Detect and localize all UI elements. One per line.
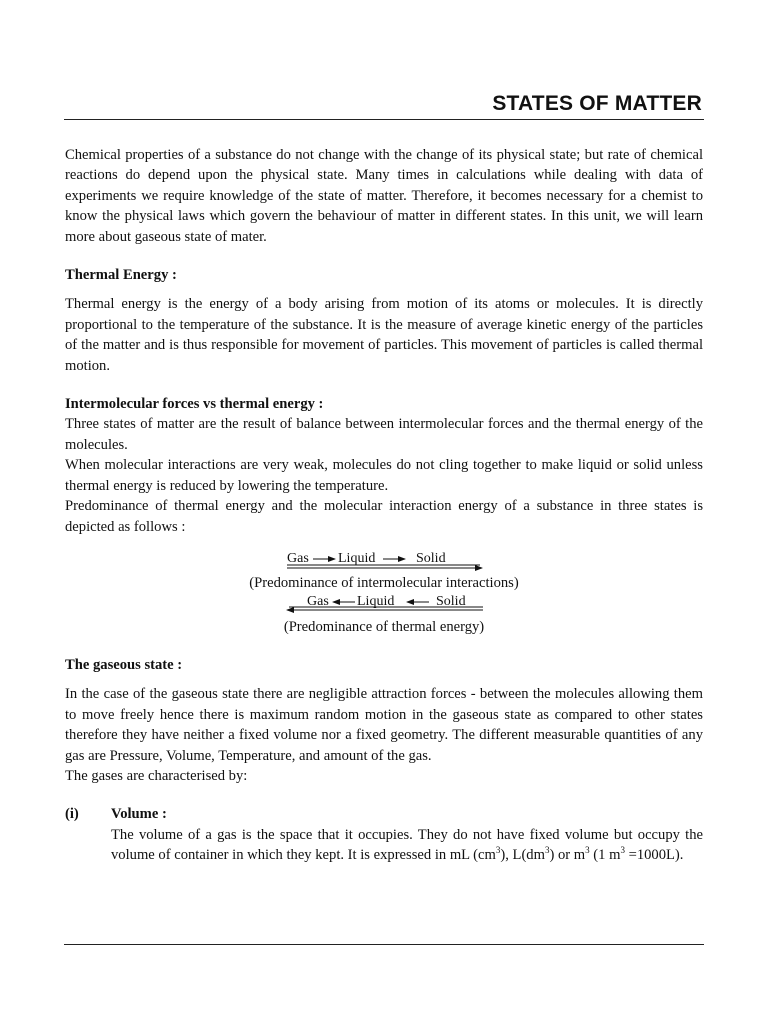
caption-thermal: (Predominance of thermal energy) <box>283 618 485 635</box>
row2-gas-label: Gas <box>307 593 329 609</box>
footer-divider <box>64 944 704 945</box>
volume-heading: Volume : <box>111 806 167 823</box>
row1-gas-label: Gas <box>287 550 309 566</box>
volume-paragraph: The volume of a gas is the space that it occupies. They do not have fixed volume but occupy the volume of container in which they kept. It is expressed in mL $(cm^3)$, $L(dm^3)$ or $m^3$ (1 $m^3 =1000L$). <box>111 826 703 864</box>
list-number: (i) <box>65 806 79 823</box>
superscript: 3 <box>495 845 501 856</box>
caption-intermolecular: (Predominance of intermolecular interactions) <box>249 574 519 591</box>
states-diagram <box>65 543 703 651</box>
superscript: 3 <box>544 845 550 856</box>
list-item-volume <box>65 804 703 865</box>
page-content <box>65 145 703 866</box>
intro-paragraph: Chemical properties of a substance do not change with the change of its physical state; but rate of chemical reactions do depend upon the physical state. Many times in calculations while dealing with data of experiments we require knowledge of the state of matter. Therefore, it becomes necessary for a chemist to know the physical laws which govern the behaviour of matter in different states. In this unit, we will learn more about gaseous state of mater. <box>65 147 703 245</box>
intermolecular-heading: Intermolecular forces vs thermal energy : <box>65 396 324 413</box>
thermal-energy-paragraph: Thermal energy is the energy of a body arising from motion of its atoms or molecules. It is directly proportional to the temperature of the substance. It is the measure of average kinetic energy of the particles of the matter and is thus responsible for movement of particles. This movement of particles is called thermal motion. <box>65 296 703 374</box>
title-divider <box>64 119 704 120</box>
superscript: 3 <box>620 845 625 856</box>
gaseous-state-paragraph: In the case of the gaseous state there are negligible attraction forces - between the molecules allowing them to move freely hence there is maximum random motion in the gaseous state as compared to other states therefore they have neither a fixed volume nor a fixed geometry. The different measurable quantities of any gas are Pressure, Volume, Temperature, and amount of the gas. <box>65 686 703 764</box>
gases-characterised-line: The gases are characterised by: <box>65 767 248 784</box>
row2-liquid-label: Liquid <box>357 593 395 609</box>
row1-solid-label: Solid <box>416 550 446 566</box>
gaseous-state-heading: The gaseous state : <box>65 656 183 673</box>
row1-liquid-label: Liquid <box>338 550 376 566</box>
intermolecular-paragraph-2: When molecular interactions are very weak, molecules do not cling together to make liquid or solid unless thermal energy is reduced by lowering the temperature. <box>65 457 703 494</box>
thermal-energy-heading: Thermal Energy : <box>65 267 177 284</box>
row2-solid-label: Solid <box>436 593 466 609</box>
superscript: 3 <box>585 845 590 856</box>
intermolecular-paragraph-1: Three states of matter are the result of balance between intermolecular forces and the thermal energy of the molecules. <box>65 416 703 453</box>
intermolecular-paragraph-3: Predominance of thermal energy and the molecular interaction energy of a substance in three states is depicted as follows : <box>65 498 703 535</box>
page-title: STATES OF MATTER <box>492 92 702 115</box>
